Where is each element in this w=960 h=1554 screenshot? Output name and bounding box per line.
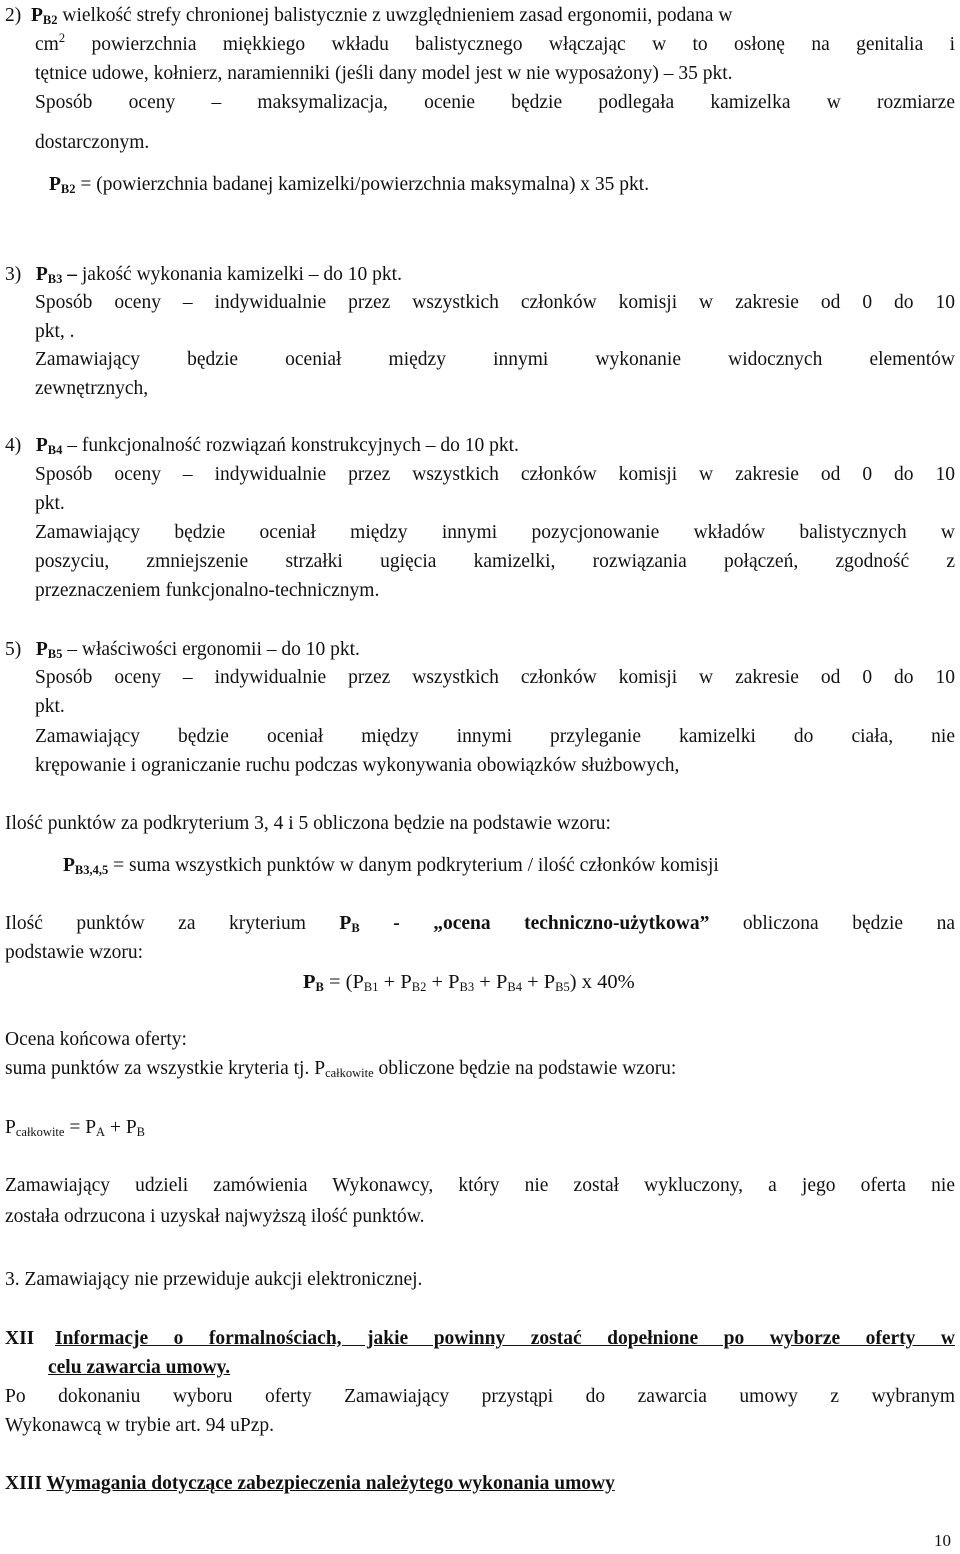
- item2-text-1: wielkość strefy chronionej balistycznie z uwzględnieniem zasad ergonomii, podana w: [62, 5, 733, 26]
- item5-line2: Sposób oceny – indywidualnie przez wszystkich członków komisji w zakresie od 0 do 10: [35, 667, 955, 688]
- item4-line6: przeznaczeniem funkcjonalno-technicznym.: [35, 580, 380, 601]
- final-line2: suma punktów za wszystkie kryteria tj. $P_{całkowite}$ obliczone będzie na podstawie wzoru:: [5, 1058, 677, 1080]
- item5-line3: pkt.: [35, 696, 65, 717]
- section13-heading: XIII Wymagania dotyczące zabezpieczenia należytego wykonania umowy: [5, 1473, 615, 1494]
- auction-line: 3. Zamawiający nie przewiduje aukcji elektronicznej.: [5, 1269, 423, 1290]
- item4-line4: Zamawiający będzie oceniał między innymi pozycjonowanie wkładów balistycznych w: [35, 522, 955, 543]
- item3-line5: zewnętrznych,: [35, 378, 149, 399]
- item2-line2: $cm^2$ powierzchnia miękkiego wkładu balistycznego włączając w to osłonę na genitalia i: [35, 31, 956, 55]
- item3-line4: Zamawiający będzie oceniał między innymi wykonanie widocznych elementów: [35, 349, 955, 370]
- page-number: 10: [934, 1531, 951, 1550]
- item5-line5: krępowanie i ograniczanie ruchu podczas wykonywania obowiązków służbowych,: [35, 755, 680, 776]
- section12-title-2: celu zawarcia umowy.: [48, 1357, 231, 1378]
- sub345-formula: $P_{B3,4,5}$ = suma wszystkich punktów w danym podkryterium / ilość członków komisji: [63, 855, 719, 877]
- item2-symbol: $P_{B2}$: [31, 5, 58, 27]
- section12-number: XII: [5, 1328, 35, 1349]
- item2-line5: dostarczonym.: [35, 132, 150, 153]
- item4-line5: poszyciu, zmniejszenie strzałki ugięcia kamizelki, rozwiązania połączeń, zgodność z: [35, 551, 955, 572]
- section12-body-2: Wykonawcą w trybie art. 94 uPzp.: [5, 1415, 275, 1436]
- item2-line1: [5, 3, 955, 29]
- item3-line2: Sposób oceny – indywidualnie przez wszystkich członków komisji w zakresie od 0 do 10: [35, 292, 955, 313]
- item3-line3: pkt, .: [35, 321, 75, 342]
- item4-line3: pkt.: [35, 493, 65, 514]
- award-line2: została odrzucona i uzyskał najwyższą ilość punktów.: [5, 1206, 425, 1227]
- item2-number: 2): [5, 5, 22, 26]
- section12-title-1: Informacje o formalnościach, jakie powinny zostać dopełnione po wyborze oferty w: [55, 1328, 955, 1349]
- item2-line4: Sposób oceny – maksymalizacja, ocenie będzie podlegała kamizelka w rozmiarze: [35, 92, 955, 113]
- sub345-intro: Ilość punktów za podkryterium 3, 4 i 5 obliczona będzie na podstawie wzoru:: [5, 813, 611, 834]
- criterionB-line2: podstawie wzoru:: [5, 942, 144, 963]
- item2-formula: $P_{B2}$ = (powierzchnia badanej kamizelki/powierzchnia maksymalna) x 35 pkt.: [49, 174, 650, 196]
- criterionB-line1: Ilość punktów za kryterium $P_B$ - „ocena techniczno-użytkowa” obliczona będzie na: [5, 913, 955, 935]
- criterionB-formula: $P_B = (P_{B1} + P_{B2} + P_{B3} + P_{B4} + P_{B5})$ x 40%: [303, 971, 635, 994]
- final-heading: Ocena końcowa oferty:: [5, 1029, 187, 1050]
- award-line1: Zamawiający udzieli zamówienia Wykonawcy, który nie został wykluczony, a jego oferta nie: [5, 1175, 955, 1196]
- item4-line2: Sposób oceny – indywidualnie przez wszystkich członków komisji w zakresie od 0 do 10: [35, 464, 955, 485]
- item5-title: 5) $P_{B5}$ – właściwości ergonomii – do 10 pkt.: [5, 639, 360, 661]
- section12-body-1: Po dokonaniu wyboru oferty Zamawiający przystąpi do zawarcia umowy z wybranym: [5, 1386, 955, 1407]
- item3-title: 3) $P_{B3}$ – jakość wykonania kamizelki – do 10 pkt.: [5, 264, 402, 286]
- item5-line4: Zamawiający będzie oceniał między innymi przyleganie kamizelki do ciała, nie: [35, 726, 955, 747]
- final-formula: $P_{całkowite} = P_A + P_B$: [5, 1117, 146, 1139]
- item4-title: 4) $P_{B4}$ – funkcjonalność rozwiązań konstrukcyjnych – do 10 pkt.: [5, 435, 519, 457]
- item2-line3: tętnice udowe, kołnierz, naramienniki (jeśli dany model jest w nie wyposażony) – 35 pkt.: [35, 63, 733, 84]
